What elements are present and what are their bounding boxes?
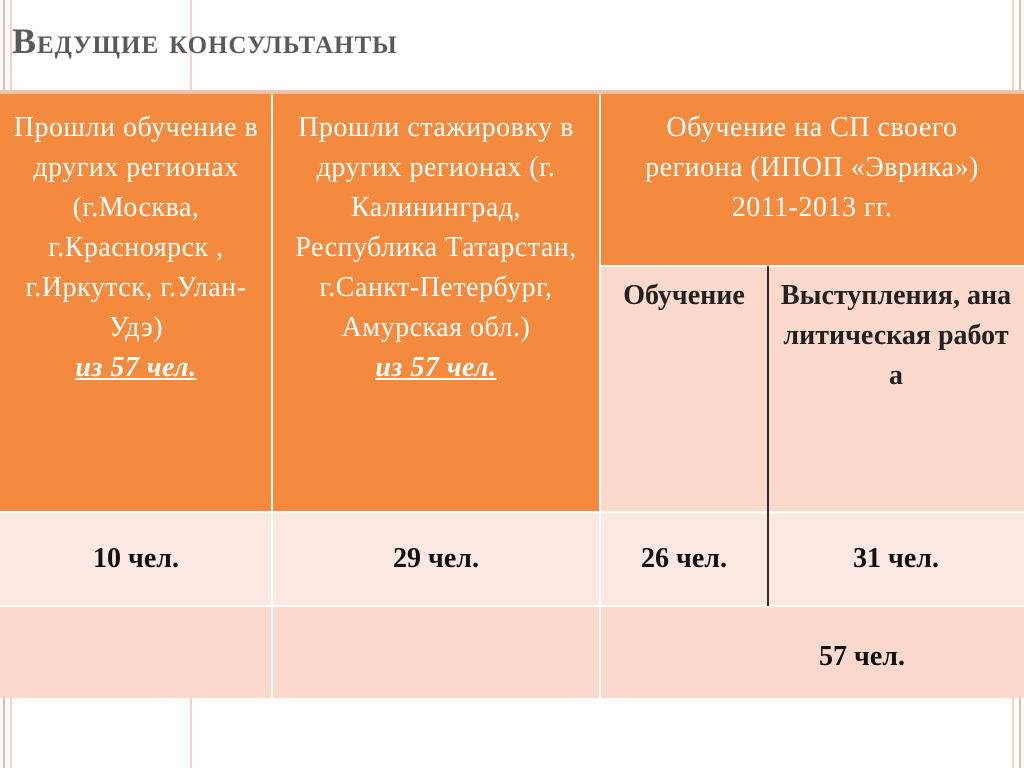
row1-cell3: 26 чел. xyxy=(600,512,768,606)
row2-cell2 xyxy=(272,606,600,698)
row1-cell4: 31 чел. xyxy=(768,512,1024,606)
subheader-training xyxy=(600,266,768,512)
grid-line xyxy=(0,511,1024,513)
data-table xyxy=(0,94,1024,698)
header-col1-note: из 57 чел. xyxy=(75,352,197,383)
row1-cell2: 29 чел. xyxy=(272,512,600,606)
grid-line xyxy=(599,94,601,698)
header-col2-note: из 57 чел. xyxy=(375,352,497,383)
header-col2-text: Прошли стажировку в других регионах (г. Калининград, Республика Татарстан, г.Санкт-Петербург, Амурская обл.) xyxy=(295,112,577,343)
row2-cell1 xyxy=(0,606,272,698)
page-title: Ведущие консультанты xyxy=(12,21,398,61)
row1-cell1: 10 чел. xyxy=(0,512,272,606)
row2-total: 57 чел. xyxy=(600,606,1024,698)
subheader-training-text: Обучение xyxy=(623,280,745,311)
grid-line xyxy=(0,605,1024,607)
grid-line-dark xyxy=(767,266,769,606)
subheader-presentations xyxy=(768,266,1024,512)
header-col1 xyxy=(0,94,272,512)
header-col1-text: Прошли обучение в других регионах (г.Москва, г.Красноярск , г.Иркутск, г.Улан-Удэ) xyxy=(13,112,259,343)
header-col2 xyxy=(272,94,600,512)
subheader-presentations-text: Выступления, аналитическая работа xyxy=(780,280,1012,391)
grid-line xyxy=(600,265,1024,267)
header-col3-text: Обучение на СП своего региона (ИПОП «Эврика») 2011-2013 гг. xyxy=(645,112,979,223)
grid-line xyxy=(271,94,273,698)
header-col3 xyxy=(600,94,1024,266)
